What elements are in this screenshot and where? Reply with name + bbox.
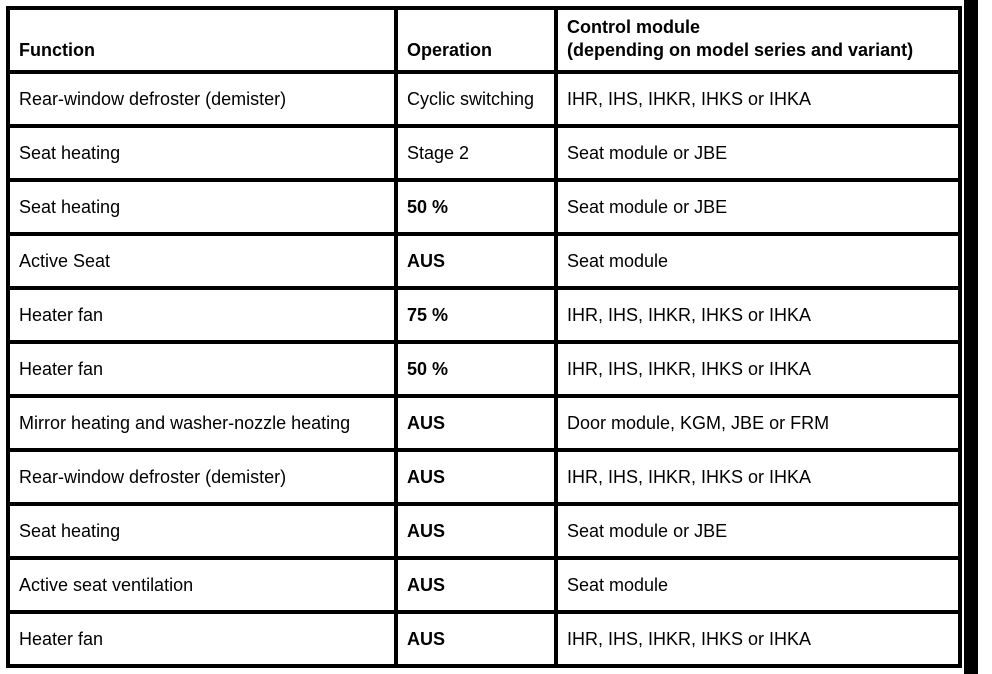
function-table xyxy=(6,6,962,668)
header-control-module-note: (depending on model series and variant) xyxy=(567,40,914,60)
cell-function: Mirror heating and washer-nozzle heating xyxy=(8,396,396,450)
cell-operation: AUS xyxy=(396,450,556,504)
cell-control-module: Seat module or JBE xyxy=(556,180,960,234)
cell-function: Active seat ventilation xyxy=(8,558,396,612)
page-edge-bar xyxy=(964,0,978,674)
cell-operation: AUS xyxy=(396,558,556,612)
header-control-module-title: Control module xyxy=(567,17,700,37)
table-row xyxy=(8,234,960,288)
table-row xyxy=(8,450,960,504)
cell-function: Active Seat xyxy=(8,234,396,288)
table-row xyxy=(8,504,960,558)
header-control-module xyxy=(556,8,960,72)
cell-operation: AUS xyxy=(396,396,556,450)
table-row xyxy=(8,612,960,666)
cell-operation: AUS xyxy=(396,504,556,558)
cell-operation: AUS xyxy=(396,234,556,288)
cell-function: Seat heating xyxy=(8,126,396,180)
function-table-container xyxy=(6,6,962,668)
cell-function: Rear-window defroster (demister) xyxy=(8,450,396,504)
cell-control-module: IHR, IHS, IHKR, IHKS or IHKA xyxy=(556,288,960,342)
cell-function: Seat heating xyxy=(8,180,396,234)
cell-control-module: Door module, KGM, JBE or FRM xyxy=(556,396,960,450)
table-row xyxy=(8,342,960,396)
cell-operation: 75 % xyxy=(396,288,556,342)
cell-control-module: Seat module xyxy=(556,234,960,288)
cell-operation: Stage 2 xyxy=(396,126,556,180)
cell-function: Seat heating xyxy=(8,504,396,558)
table-header-row xyxy=(8,8,960,72)
cell-operation: 50 % xyxy=(396,180,556,234)
cell-function: Heater fan xyxy=(8,612,396,666)
table-row xyxy=(8,288,960,342)
cell-control-module: IHR, IHS, IHKR, IHKS or IHKA xyxy=(556,72,960,126)
cell-operation: Cyclic switching xyxy=(396,72,556,126)
cell-control-module: Seat module xyxy=(556,558,960,612)
cell-control-module: IHR, IHS, IHKR, IHKS or IHKA xyxy=(556,612,960,666)
cell-control-module: IHR, IHS, IHKR, IHKS or IHKA xyxy=(556,450,960,504)
cell-control-module: Seat module or JBE xyxy=(556,126,960,180)
cell-function: Heater fan xyxy=(8,342,396,396)
cell-function: Heater fan xyxy=(8,288,396,342)
table-row xyxy=(8,180,960,234)
table-row xyxy=(8,126,960,180)
header-operation: Operation xyxy=(396,8,556,72)
table-row xyxy=(8,72,960,126)
cell-control-module: IHR, IHS, IHKR, IHKS or IHKA xyxy=(556,342,960,396)
cell-control-module: Seat module or JBE xyxy=(556,504,960,558)
cell-operation: 50 % xyxy=(396,342,556,396)
table-row xyxy=(8,558,960,612)
table-row xyxy=(8,396,960,450)
cell-function: Rear-window defroster (demister) xyxy=(8,72,396,126)
cell-operation: AUS xyxy=(396,612,556,666)
header-function: Function xyxy=(8,8,396,72)
